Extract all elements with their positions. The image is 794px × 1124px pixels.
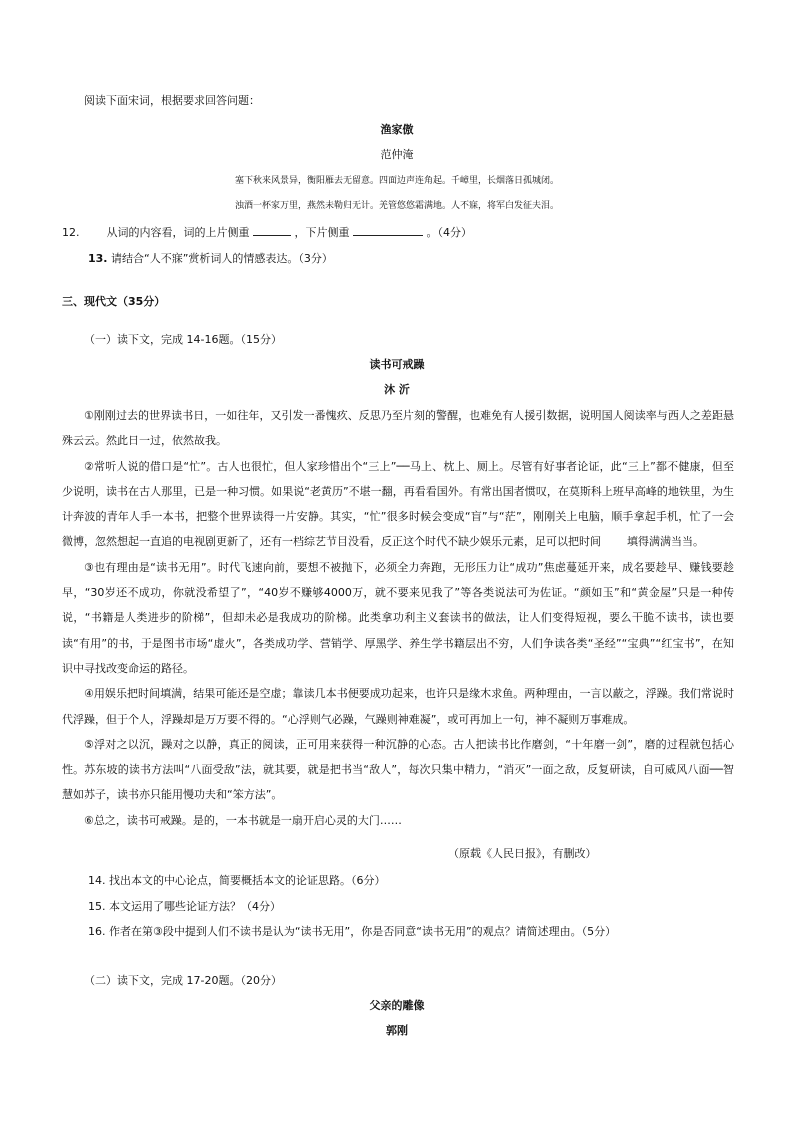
question-number: 12. (62, 226, 80, 239)
question-text: ，下片侧重 (294, 226, 350, 239)
part2-intro: （二）读下文，完成 17-20题。（20分） (84, 974, 282, 987)
paragraph-2: ②常听人说的借口是“忙”。古人也很忙，但人家珍惜出个“三上”──马上、枕上、厕上。尽管有好事者论证，此“三上”都不健康，但至少说明，读书在古人那里，已是一种习惯。如果说“老黄历”不堪一翻，再看看国外。有常出国者惯叹，在莫斯科上班早高峰的地铁里，为生计奔波的青年人手一本书，把整个世界读得一片安静。其实，“忙”很多时候会变成“盲”与“茫”，刚刚关上电脑，顺手拿起手机，忙了一会微博，忽然想起一直追的电视剧更新了，还有一档综艺节目没看，反正这个时代不缺少娱乐元素，足可以把时间 填得满满当当。 (62, 459, 734, 549)
question-16: 16. 作者在第③段中提到人们不读书是认为“读书无用”，你是否同意“读书无用”的观点？请简述理由。（5分） (88, 925, 617, 938)
poem-line-2: 浊酒一杯家万里，燕然未勒归无计。羌管悠悠霜满地。人不寐，将军白发征夫泪。 (234, 201, 559, 211)
paragraph-3: ③也有理由是“读书无用”。时代飞速向前，要想不被抛下，必须全力奔跑，无形压力让“成功”焦虑蔓延开来，成名要趁早、赚钱要趁早，“30岁还不成功，你就没希望了”，“40岁不赚够4000万，就不要来见我了”等各类说法可为佐证。“颜如玉”和“黄金屋”只是一种传说，“书籍是人类进步的阶梯”，但却未必是我成功的阶梯。此类拿功利主义套读书的做法，让人们变得短视，要么干脆不读书，读也要读“有用”的书，于是图书市场“虚火”，各类成功学、营销学、厚黑学、养生学书籍层出不穷，人们争读各类“圣经”“宝典”“红宝书”，在知识中寻找改变命运的路径。 (62, 560, 734, 675)
article2-author: 郭刚 (386, 1024, 408, 1037)
question-15: 15. 本文运用了哪些论证方法？（4分） (88, 900, 281, 913)
question-13 (88, 250, 333, 266)
article-source: （原载《人民日报》，有删改） (448, 847, 597, 860)
question-score: 。（4分） (426, 226, 472, 239)
article-author: 沐 沂 (384, 383, 410, 396)
poem-intro: 阅读下面宋词，根据要求回答问题： (84, 94, 260, 107)
answer-blank-lower[interactable] (353, 225, 423, 236)
question-number: 13. (88, 252, 108, 265)
poem-title: 渔家傲 (380, 123, 414, 136)
section-heading: 三、现代文（35分） (62, 295, 166, 308)
question-text: 从词的内容看，词的上片侧重 (106, 226, 250, 239)
answer-blank-upper[interactable] (253, 225, 291, 236)
part1-intro: （一）读下文，完成 14-16题。（15分） (84, 333, 282, 346)
poem-line-1: 塞下秋来风景异，衡阳雁去无留意。四面边声连角起。千嶂里，长烟落日孤城闭。 (234, 176, 559, 186)
article2-title: 父亲的雕像 (369, 999, 425, 1012)
article-body (62, 403, 734, 833)
paragraph-6: ⑥总之，读书可戒躁。是的，一本书就是一扇开启心灵的大门…… (84, 813, 402, 827)
article-title: 读书可戒躁 (369, 358, 425, 371)
question-text: 请结合“人不寐”赏析词人的情感表达。（3分） (111, 252, 333, 265)
paragraph-1: ①刚刚过去的世界读书日，一如往年，又引发一番愧疚、反思乃至片刻的警醒，也难免有人援引数据，说明国人阅读率与西人之差距悬殊云云。然此日一过，依然故我。 (62, 409, 734, 448)
question-12 (62, 224, 472, 240)
poem-author: 范仲淹 (380, 148, 414, 161)
paragraph-4: ④用娱乐把时间填满，结果可能还是空虚；靠读几本书便要成功起来，也许只是缘木求鱼。两种理由，一言以蔽之，浮躁。我们常说时代浮躁，但于个人，浮躁却是万万要不得的。“心浮则气必躁，气躁则神难凝”，或可再加上一句，神不凝则万事难成。 (62, 687, 734, 726)
paragraph-5: ⑤浮对之以沉，躁对之以静，真正的阅读，正可用来获得一种沉静的心态。古人把读书比作磨剑，“十年磨一剑”，磨的过程就包括心性。苏东坡的读书方法叫“八面受敌”法，就其要，就是把书当“敌人”，每次只集中精力，“消灭”一面之敌，反复研读，自可威风八面──智慧如苏子，读书亦只能用慢功夫和“笨方法”。 (62, 737, 734, 802)
question-14: 14. 找出本文的中心论点，简要概括本文的论证思路。（6分） (88, 874, 386, 887)
